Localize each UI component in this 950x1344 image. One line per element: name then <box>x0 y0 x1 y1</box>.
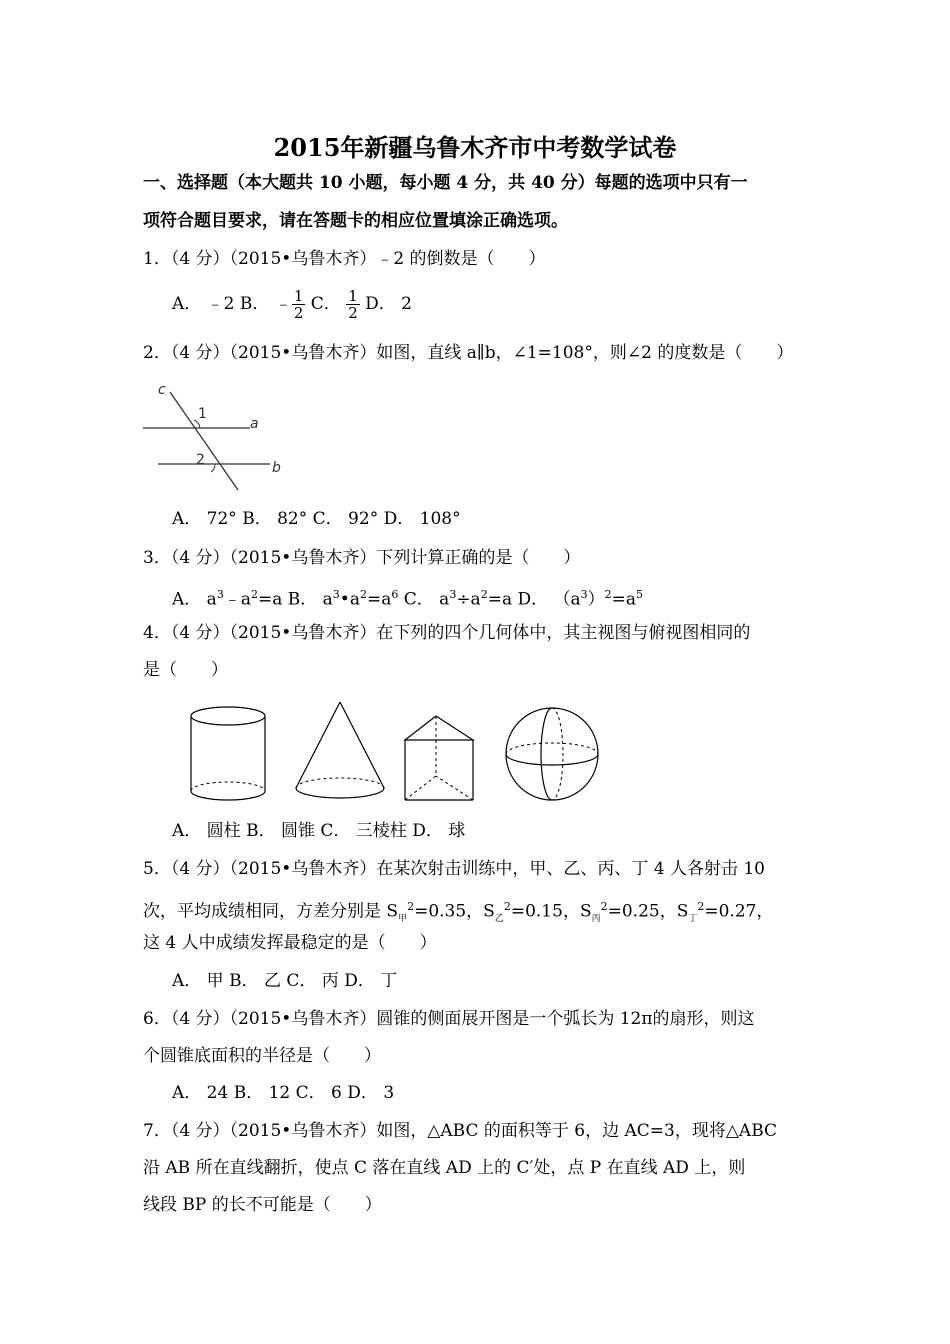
section-heading-line2: 项符合题目要求，请在答题卡的相应位置填涂正确选项。 <box>143 211 568 231</box>
q1-option-d: D． 2 <box>359 294 412 314</box>
q7-stem-line1: 7．（4 分）（2015•乌鲁木齐）如图，△ABC 的面积等于 6，边 AC=3，现将△ABC <box>143 1121 778 1141</box>
angle-2-arc <box>211 464 215 472</box>
q1-option-b-sign: ﹣ <box>274 294 292 314</box>
q4-options: A． 圆柱 B． 圆锥 C． 三棱柱 D． 球 <box>172 821 466 841</box>
q6-stem-line2: 个圆锥底面积的半径是（ ） <box>143 1046 381 1066</box>
q2-parallel-lines-figure <box>138 378 298 498</box>
q6-stem-line1: 6．（4 分）（2015•乌鲁木齐）圆锥的侧面展开图是一个弧长为 12π的扇形，则这 <box>143 1009 755 1029</box>
q5-stem-line3: 这 4 人中成绩发挥最稳定的是（ ） <box>143 933 437 953</box>
q2-options: A． 72° B． 82° C． 92° D． 108° <box>172 509 461 529</box>
sup: 2 <box>407 900 415 913</box>
q5-stem-line2 <box>143 896 773 930</box>
sup: 2 <box>359 588 367 601</box>
sub: 丁 <box>688 914 698 925</box>
sub: 丙 <box>591 914 601 925</box>
sup: 5 <box>636 588 644 601</box>
q3-b-end: =a <box>366 589 392 610</box>
q3-stem: 3．（4 分）（2015•乌鲁木齐）下列计算正确的是（ ） <box>143 548 581 568</box>
q3-d-mid: ） <box>587 589 605 610</box>
q3-a-end: =a B． a <box>257 589 333 610</box>
sup: 3 <box>449 588 457 601</box>
q1-option-c: C． <box>305 294 341 314</box>
label-b: b <box>272 460 281 476</box>
sup: 2 <box>250 588 258 601</box>
q5-options: A． 甲 B． 乙 C． 丙 D． 丁 <box>172 971 398 991</box>
q6-options: A． 24 B． 12 C． 6 D． 3 <box>172 1083 395 1103</box>
q5-v4: =0.27， <box>704 901 774 922</box>
q4-stem-line2: 是（ ） <box>143 660 228 680</box>
sup: 2 <box>480 588 488 601</box>
sphere-shape <box>506 708 598 800</box>
prism-shape <box>405 716 473 800</box>
q5-v1: =0.35，S <box>414 901 495 922</box>
label-a: a <box>250 416 259 432</box>
label-2: 2 <box>196 452 205 468</box>
q3-c-end: =a D． （a <box>487 589 581 610</box>
sup: 2 <box>503 900 511 913</box>
q1-stem: 1．（4 分）（2015•乌鲁木齐）﹣2 的倒数是（ ） <box>143 249 546 269</box>
sup: 6 <box>391 588 399 601</box>
q3-c-mid: ÷a <box>456 589 481 610</box>
sup: 3 <box>580 588 588 601</box>
frac-den: 2 <box>348 304 358 322</box>
cone-shape <box>296 702 384 798</box>
sup: 3 <box>216 588 224 601</box>
q5-v2: =0.15，S <box>510 901 592 922</box>
q5-stem-line1: 5．（4 分）（2015•乌鲁木齐）在某次射击训练中，甲、乙、丙、丁 4 人各射击 10 <box>143 859 765 879</box>
sup: 2 <box>697 900 705 913</box>
sup: 2 <box>600 900 608 913</box>
q1-fraction-b <box>292 288 306 321</box>
label-c: c <box>158 382 166 398</box>
q3-a-mid: ﹣a <box>223 589 251 610</box>
q5-v3: =0.25，S <box>607 901 689 922</box>
frac-num: 1 <box>293 287 304 305</box>
q5-pre: 次，平均成绩相同，方差分别是 S <box>143 901 399 922</box>
q2-stem: 2．（4 分）（2015•乌鲁木齐）如图，直线 a∥b，∠1=108°，则∠2 的度数是（ ） <box>143 343 794 363</box>
q3-d-end: =a <box>611 589 637 610</box>
q3-a-pre: A． a <box>172 589 217 610</box>
sub: 乙 <box>494 914 504 925</box>
q3-b-mid: •a <box>339 589 360 610</box>
section-heading-line1: 一、选择题（本大题共 10 小题，每小题 4 分，共 40 分）每题的选项中只有一 <box>143 173 748 193</box>
q4-stem-line1: 4．（4 分）（2015•乌鲁木齐）在下列的四个几何体中，其主视图与俯视图相同的 <box>143 623 751 643</box>
q1-option-a: A． ﹣2 B． <box>172 294 270 314</box>
q4-solids-figure <box>180 696 620 816</box>
frac-den: 2 <box>293 304 304 322</box>
sub: 甲 <box>398 914 408 925</box>
q1-options <box>172 288 412 321</box>
sup: 3 <box>332 588 340 601</box>
frac-num: 1 <box>348 287 358 305</box>
q3-c-pre: C． a <box>398 589 450 610</box>
q7-stem-line3: 线段 BP 的长不可能是（ ） <box>143 1195 382 1215</box>
q7-stem-line2: 沿 AB 所在直线翻折，使点 C 落在直线 AD 上的 C′处，点 P 在直线 AD 上，则 <box>143 1158 746 1178</box>
q1-fraction-c <box>346 288 360 321</box>
label-1: 1 <box>198 406 207 422</box>
q3-options <box>172 584 643 611</box>
page-title: 2015年新疆乌鲁木齐市中考数学试卷 <box>273 133 677 162</box>
sup: 2 <box>604 588 612 601</box>
cylinder-shape <box>191 707 265 800</box>
